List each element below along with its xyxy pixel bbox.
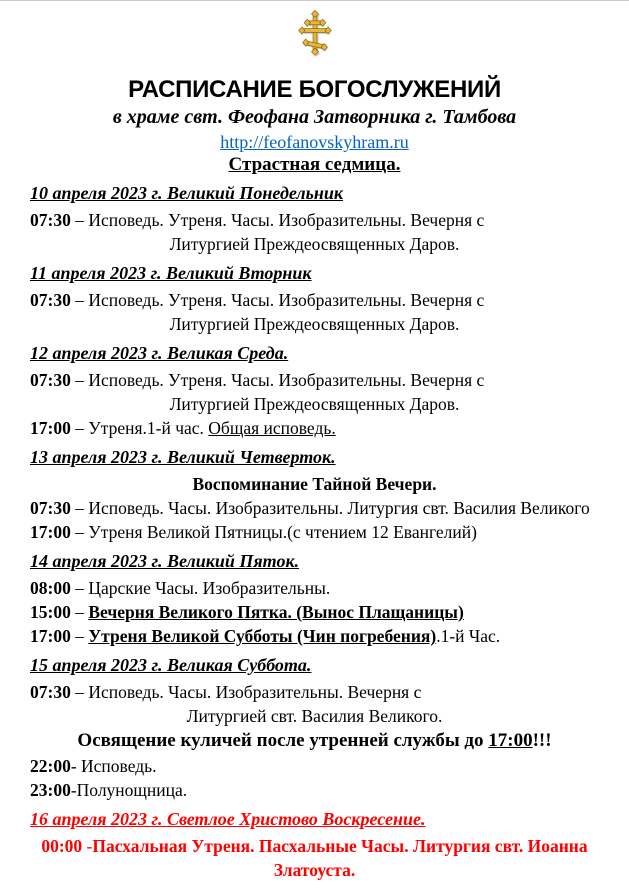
separator: – [70, 522, 89, 542]
schedule-line [0, 288, 629, 312]
schedule-line [0, 416, 629, 440]
day-section [0, 341, 629, 440]
time-label: 07:30 [30, 682, 71, 702]
schedule-line [0, 600, 629, 624]
time-label: 17:00 [30, 418, 71, 438]
time-label: 15:00 [30, 602, 71, 622]
service-text: Исповедь. Часы. Изобразительны. Вечерня с [88, 682, 422, 702]
schedule-line [0, 778, 629, 802]
service-text: Утреня Великой Субботы (Чин погребения) [88, 626, 437, 646]
service-text: Утреня.1-й час. [88, 418, 209, 438]
service-text: Воспоминание Тайной Вечери. [192, 474, 437, 494]
day-heading: 15 апреля 2023 г. Великая Суббота. [30, 655, 312, 675]
service-text: Общая исповедь. [208, 418, 336, 438]
day-section [0, 807, 629, 882]
page-title: РАСПИСАНИЕ БОГОСЛУЖЕНИЙ [128, 76, 501, 103]
service-text: Пасхальная Утреня. Пасхальные Часы. Литургия свт. Иоанна Златоуста. [92, 836, 588, 880]
day-heading: 12 апреля 2023 г. Великая Среда. [30, 343, 289, 363]
schedule-line [0, 368, 629, 392]
separator: – [70, 602, 89, 622]
separator: – [70, 210, 89, 230]
schedule-line [0, 624, 629, 648]
day-heading: 10 апреля 2023 г. Великий Понедельник [30, 183, 344, 203]
schedule-page [0, 1, 629, 882]
service-text: Вечерня Великого Пятка. (Вынос Плащаницы) [88, 602, 464, 622]
day-heading: 14 апреля 2023 г. Великий Пяток. [30, 551, 300, 571]
service-text: 17:00 [488, 730, 533, 751]
schedule-line [0, 312, 629, 336]
service-text: Исповедь. [81, 756, 157, 776]
time-label: 22:00 [30, 756, 71, 776]
separator: – [70, 418, 89, 438]
time-label: 07:30 [30, 290, 71, 310]
schedule-line [0, 576, 629, 600]
time-label: 17:00 [30, 626, 71, 646]
separator: – [70, 370, 89, 390]
service-text: .1-й Час. [436, 626, 501, 646]
schedule-line [0, 392, 629, 416]
day-heading: 16 апреля 2023 г. Светлое Христово Воскресение. [30, 809, 426, 829]
schedule-line [0, 834, 629, 882]
day-heading: 13 апреля 2023 г. Великий Четверток. [30, 447, 336, 467]
separator: – [70, 498, 89, 518]
week-title: Страстная седмица. [228, 154, 401, 175]
separator: – [70, 578, 89, 598]
time-label: 07:30 [30, 498, 71, 518]
service-text: Исповедь. Часы. Изобразительны. Литургия свт. Василия Великого [88, 498, 590, 518]
time-label: 00:00 [41, 836, 83, 856]
time-label: 17:00 [30, 522, 71, 542]
schedule-line [0, 728, 629, 754]
time-label: 23:00 [30, 780, 71, 800]
time-label: 07:30 [30, 210, 71, 230]
service-text: Литургией Преждеосвященных Даров. [169, 314, 460, 334]
service-text: Исповедь. Утреня. Часы. Изобразительны. Вечерня с [88, 290, 485, 310]
day-section [0, 445, 629, 544]
schedule-line [0, 496, 629, 520]
separator: – [70, 682, 89, 702]
schedule-line [0, 472, 629, 496]
service-text: Исповедь. Утреня. Часы. Изобразительны. Вечерня с [88, 210, 485, 230]
service-text: Литургией свт. Василия Великого. [186, 706, 443, 726]
separator: - [70, 756, 82, 776]
time-label: 08:00 [30, 578, 71, 598]
church-subtitle: в храме свт. Феофана Затворника г. Тамбова [112, 106, 517, 128]
separator: – [70, 626, 89, 646]
service-text: Царские Часы. Изобразительны. [88, 578, 331, 598]
schedule-line [0, 208, 629, 232]
schedule-line [0, 232, 629, 256]
time-label: 07:30 [30, 370, 71, 390]
service-text: Исповедь. Утреня. Часы. Изобразительны. Вечерня с [88, 370, 485, 390]
service-text: Полунощница. [76, 780, 188, 800]
service-text: Утреня Великой Пятницы.(с чтением 12 Евангелий) [88, 522, 477, 542]
schedule-line [0, 520, 629, 544]
service-text: Освящение куличей после утренней службы до [77, 730, 489, 751]
service-text: !!! [532, 730, 552, 751]
day-section [0, 261, 629, 336]
site-link[interactable]: http://feofanovskyhram.ru [220, 132, 409, 152]
schedule-line [0, 680, 629, 704]
day-section [0, 653, 629, 802]
service-text: Литургией Преждеосвященных Даров. [169, 234, 460, 254]
site-link-line [0, 131, 629, 154]
orthodox-cross-icon [0, 1, 629, 68]
separator: - [70, 780, 77, 800]
service-text: Литургией Преждеосвященных Даров. [169, 394, 460, 414]
separator: – [70, 290, 89, 310]
schedule-line [0, 704, 629, 728]
schedule-line [0, 754, 629, 778]
day-section [0, 181, 629, 256]
day-section [0, 549, 629, 648]
schedule-sections [0, 181, 629, 882]
day-heading: 11 апреля 2023 г. Великий Вторник [30, 263, 312, 283]
separator: - [82, 836, 93, 856]
